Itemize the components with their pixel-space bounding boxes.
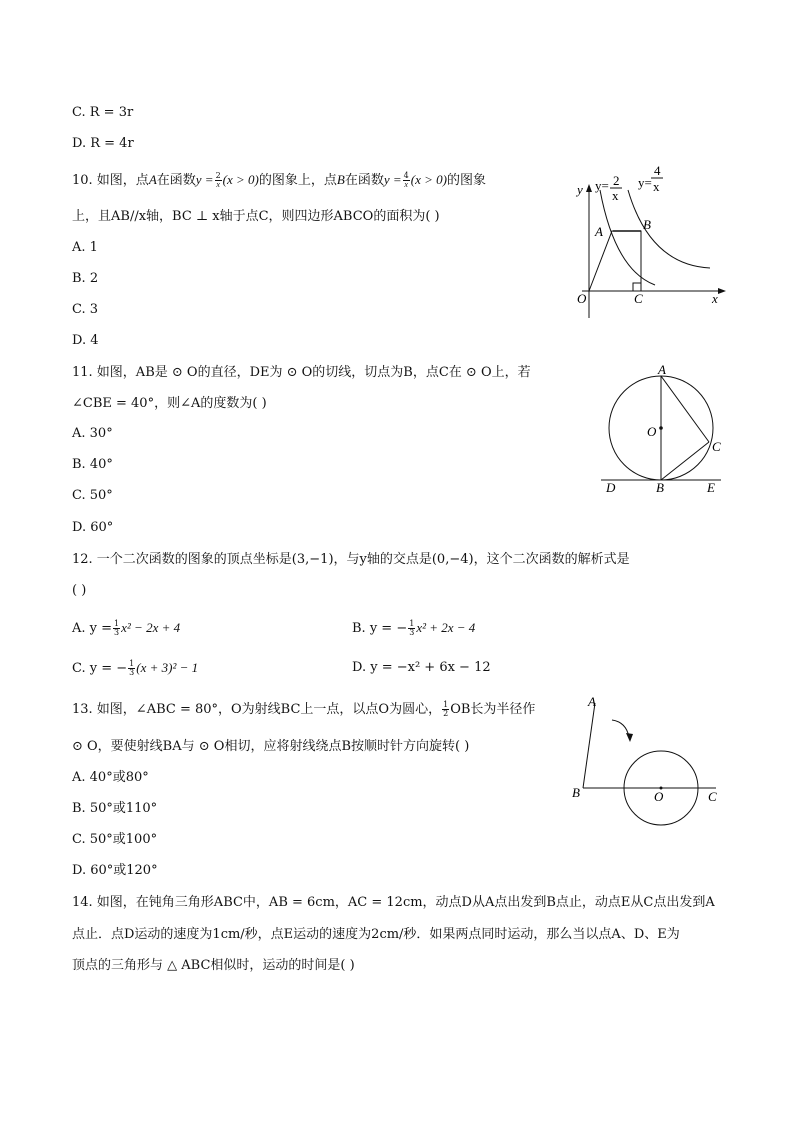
q13-fig-label-a: A — [588, 694, 596, 709]
q11-fig-label-e: E — [707, 480, 715, 495]
q12-option-a: A. y = $\frac{1}{3}$ x² − 2x + 4 — [72, 619, 181, 637]
q10-fraction-4-over-x: $\frac{4}{x}$ — [403, 171, 409, 189]
q14-stem-line3: 顶点的三角形与 △ ABC相似时，运动的时间是( ) — [72, 958, 355, 973]
q10-fig-label-f2-den: x — [653, 179, 660, 194]
q12-option-c: C. y = − $\frac{1}{3}$ (x + 3)² − 1 — [72, 659, 199, 677]
q10-fig-label-f2-num: 4 — [654, 163, 661, 178]
q10-fig-label-f1-lhs: y= — [595, 178, 609, 193]
q11-fig-label-b: B — [656, 480, 664, 495]
q13-stem-line1: 13. 如图，∠ABC = 80°，O为射线BC上一点，以点O为圆心， $\frac{1}{2}$ OB长为半径作 — [72, 700, 536, 718]
q13-fraction-one-half: $\frac{1}{2}$ — [443, 700, 449, 718]
q10-option-a: A. 1 — [72, 240, 98, 255]
q14-stem-line2: 点止．点D运动的速度为1cm/秒，点E运动的速度为2cm/秒．如果两点同时运动，那么当以点A、D、E为 — [72, 927, 680, 942]
q12-stem-line1: 12. 一个二次函数的图象的顶点坐标是(3,−1)，与y轴的交点是(0,−4)，这个二次函数的解析式是 — [72, 552, 630, 567]
q10-fig-label-f2-lhs: y= — [638, 175, 652, 190]
q13-option-c: C. 50°或100° — [72, 832, 158, 847]
q13-option-d: D. 60°或120° — [72, 863, 158, 878]
q10-fig-label-c: C — [634, 291, 643, 306]
q13-fig-label-c: C — [708, 789, 717, 804]
q13-option-b: B. 50°或110° — [72, 801, 158, 816]
q10-fraction-2-over-x: $\frac{2}{x}$ — [215, 171, 221, 189]
q11-figure — [596, 358, 731, 498]
q13-stem-line2: ⊙ O，要使射线BA与 ⊙ O相切，应将射线绕点B按顺时针方向旋转( ) — [72, 739, 470, 754]
q10-figure — [560, 160, 740, 325]
q10-option-c: C. 3 — [72, 302, 99, 317]
q11-option-d: D. 60° — [72, 520, 114, 535]
q10-option-d: D. 4 — [72, 333, 99, 348]
q9-option-d: D. R = 4r — [72, 136, 134, 151]
q11-option-a: A. 30° — [72, 426, 113, 441]
q10-fig-label-a: A — [595, 224, 603, 239]
q13-fig-label-o: O — [654, 789, 664, 804]
q11-fig-label-d: D — [606, 480, 616, 495]
q11-fig-label-o: O — [647, 424, 657, 439]
q10-option-b: B. 2 — [72, 271, 99, 286]
q11-fig-label-a: A — [658, 362, 666, 377]
q13-option-a: A. 40°或80° — [72, 770, 149, 785]
q10-fig-label-b: B — [643, 217, 651, 232]
q11-option-c: C. 50° — [72, 488, 113, 503]
q10-stem-line2: 上，且AB//x轴，BC ⊥ x轴于点C，则四边形ABCO的面积为( ) — [72, 209, 440, 224]
q11-fig-label-c: C — [712, 439, 721, 454]
q12-option-d: D. y = −x² + 6x − 12 — [352, 660, 491, 675]
q12-stem-line2: ( ) — [72, 583, 87, 598]
q13-figure — [568, 690, 738, 830]
q13-fig-label-b: B — [572, 785, 580, 800]
q11-stem-line1: 11. 如图，AB是 ⊙ O的直径，DE为 ⊙ O的切线，切点为B，点C在 ⊙ O上，若 — [72, 365, 531, 380]
q14-stem-line1: 14. 如图，在钝角三角形ABC中，AB = 6cm，AC = 12cm，动点D从A点出发到B点止，动点E从C点出发到A — [72, 895, 715, 910]
q11-stem-line2: ∠CBE = 40°，则∠A的度数为( ) — [72, 396, 267, 411]
q10-fig-label-f1-den: x — [612, 188, 619, 203]
q10-fig-label-y: y — [577, 182, 583, 197]
q10-stem-line1: 10. 如图，点A在函数y = $\frac{2}{x}$ (x > 0)的图象上，点B在函数y = $\frac{4}{x}$ (x > 0)的图象 — [72, 171, 486, 189]
q12-option-b: B. y = − $\frac{1}{3}$ x² + 2x − 4 — [352, 619, 476, 637]
q10-fig-label-o: O — [577, 291, 587, 306]
q11-option-b: B. 40° — [72, 457, 113, 472]
q10-fig-label-x: x — [712, 291, 718, 306]
q9-option-c: C. R = 3r — [72, 105, 134, 120]
q10-fig-label-f1-num: 2 — [613, 173, 620, 188]
